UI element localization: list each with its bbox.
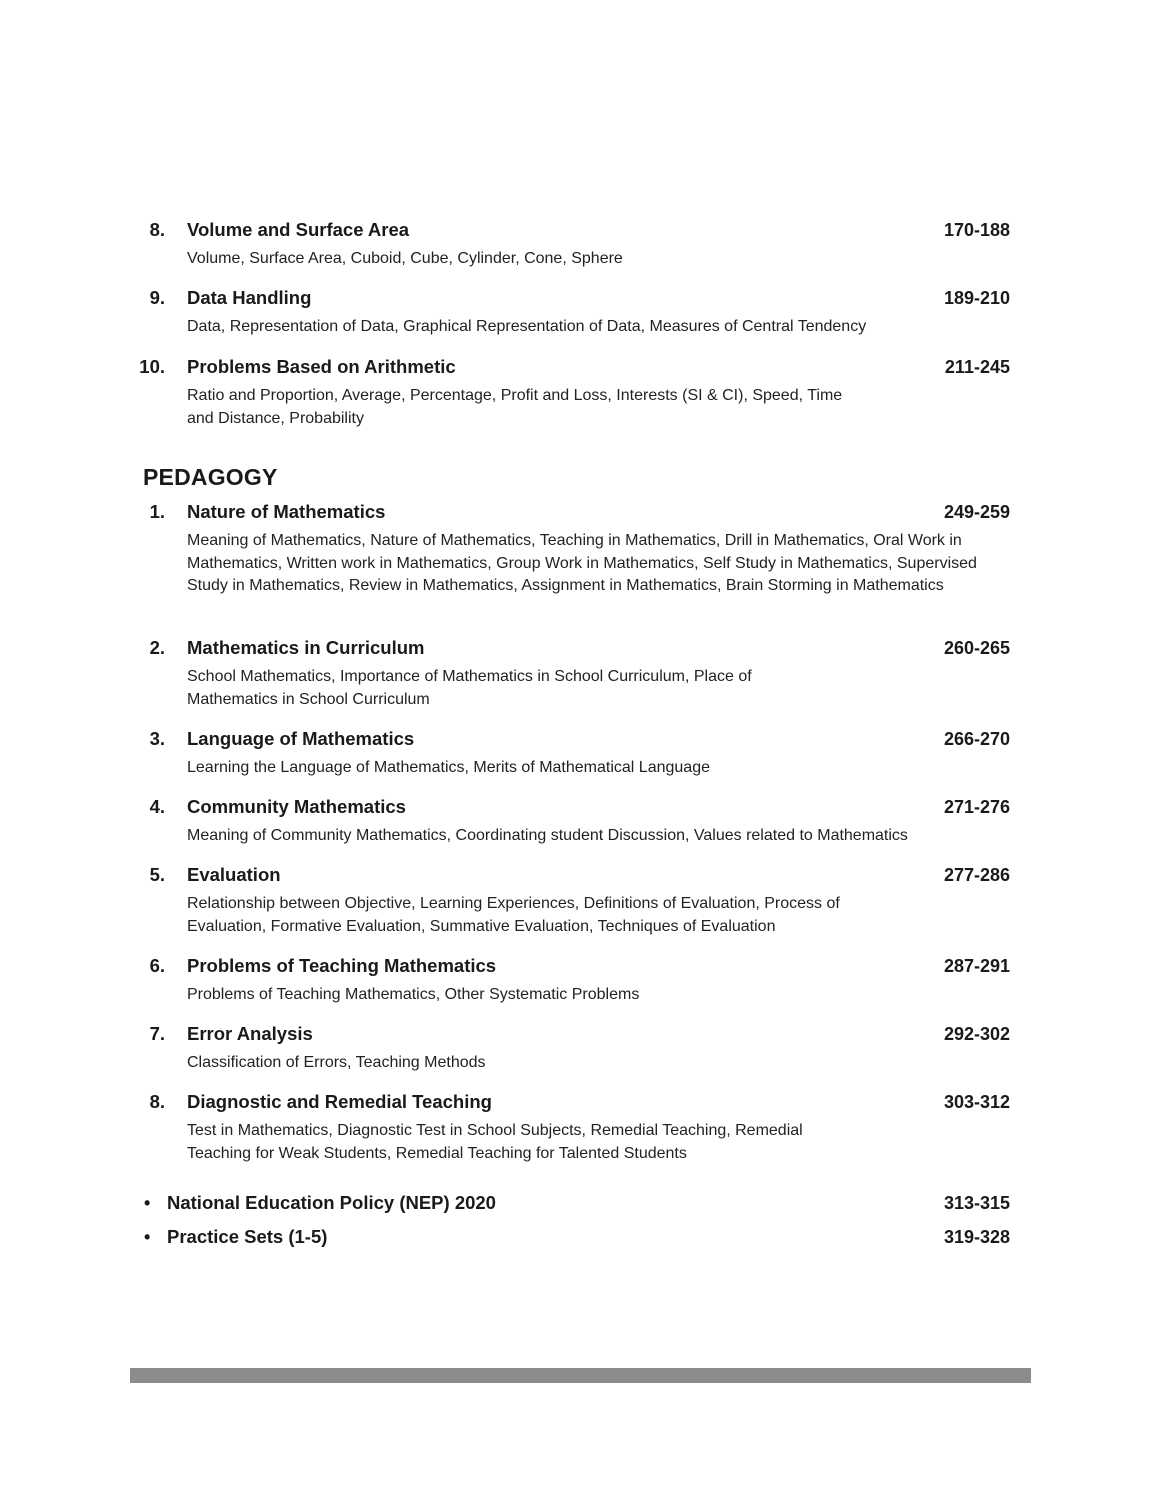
entry-pages: 303-312 bbox=[943, 1092, 1010, 1112]
entry-title: Error Analysis bbox=[187, 1023, 313, 1044]
toc-entry-evaluation[interactable] bbox=[140, 863, 1010, 938]
entry-description: Problems of Teaching Mathematics, Other Systematic Problems bbox=[187, 986, 640, 1003]
entry-pages: 287-291 bbox=[943, 956, 1010, 976]
entry-description: Volume, Surface Area, Cuboid, Cube, Cylinder, Cone, Sphere bbox=[187, 250, 623, 267]
entry-title: Volume and Surface Area bbox=[187, 219, 410, 240]
entry-title: Evaluation bbox=[187, 864, 281, 885]
entry-number: 1. bbox=[149, 501, 165, 522]
toc-entry-nature-of-mathematics[interactable] bbox=[140, 500, 1010, 598]
entry-number: 5. bbox=[149, 864, 165, 885]
entry-title: Data Handling bbox=[187, 287, 312, 308]
toc-entry-volume-surface-area[interactable] bbox=[140, 218, 1010, 271]
entry-pages: 266-270 bbox=[943, 729, 1010, 749]
entry-pages: 249-259 bbox=[943, 502, 1010, 522]
toc-entry-mathematics-in-curriculum[interactable] bbox=[140, 636, 1010, 711]
entry-title: Nature of Mathematics bbox=[187, 501, 386, 522]
entry-title: Problems Based on Arithmetic bbox=[187, 356, 456, 377]
entry-description: Data, Representation of Data, Graphical Representation of Data, Measures of Central Tendency bbox=[187, 318, 867, 335]
entry-number: 9. bbox=[149, 287, 165, 308]
entry-description: Meaning of Mathematics, Nature of Mathematics, Teaching in Mathematics, Drill in Mathematics, Oral Work in Mathematics, Written work in Mathematics, Group Work in Mathematics, Self Study in Mathematics, Supervised Study in Mathematics, Review in Mathematics, Assignment in Mathematics, Brain Storming in Mathematics bbox=[187, 532, 977, 594]
entry-description: Test in Mathematics, Diagnostic Test in School Subjects, Remedial Teaching, Remedial Teaching for Weak Students, Remedial Teaching for Talented Students bbox=[187, 1122, 803, 1162]
entry-description: Ratio and Proportion, Average, Percentage, Profit and Loss, Interests (SI & CI), Speed, Time and Distance, Probability bbox=[187, 387, 843, 427]
entry-number: 2. bbox=[149, 637, 165, 658]
toc-entry-nep-2020[interactable] bbox=[140, 1191, 1010, 1215]
toc-entry-practice-sets[interactable] bbox=[140, 1225, 1010, 1249]
bullet-icon: • bbox=[144, 1193, 151, 1213]
toc-entry-data-handling[interactable] bbox=[140, 286, 1010, 339]
bullet-icon: • bbox=[144, 1227, 151, 1247]
footer-divider-bar bbox=[130, 1368, 1031, 1383]
entry-description: School Mathematics, Importance of Mathematics in School Curriculum, Place of Mathematics in School Curriculum bbox=[187, 668, 752, 708]
entry-number: 8. bbox=[149, 1091, 165, 1112]
entry-pages: 313-315 bbox=[943, 1193, 1010, 1213]
entry-pages: 271-276 bbox=[943, 797, 1010, 817]
entry-title: Community Mathematics bbox=[187, 796, 406, 817]
entry-number: 7. bbox=[149, 1023, 165, 1044]
entry-pages: 292-302 bbox=[943, 1024, 1010, 1044]
entry-pages: 170-188 bbox=[943, 220, 1010, 240]
toc-entry-problems-arithmetic[interactable] bbox=[140, 355, 1010, 430]
entry-number: 10. bbox=[139, 356, 165, 377]
toc-entry-diagnostic-remedial[interactable] bbox=[140, 1090, 1010, 1165]
entry-title: Problems of Teaching Mathematics bbox=[187, 955, 497, 976]
entry-number: 8. bbox=[149, 219, 165, 240]
entry-description: Meaning of Community Mathematics, Coordinating student Discussion, Values related to Mathematics bbox=[187, 827, 908, 844]
entry-title: Practice Sets (1-5) bbox=[167, 1226, 328, 1247]
entry-pages: 260-265 bbox=[943, 638, 1010, 658]
entry-pages: 319-328 bbox=[943, 1227, 1010, 1247]
toc-entry-community-mathematics[interactable] bbox=[140, 795, 1010, 848]
entry-description: Classification of Errors, Teaching Methods bbox=[187, 1054, 486, 1071]
entry-description: Relationship between Objective, Learning Experiences, Definitions of Evaluation, Process of Evaluation, Formative Evaluation, Summative Evaluation, Techniques of Evaluation bbox=[187, 895, 840, 935]
entry-number: 6. bbox=[149, 955, 165, 976]
toc-entry-error-analysis[interactable] bbox=[140, 1022, 1010, 1075]
entry-description: Learning the Language of Mathematics, Merits of Mathematical Language bbox=[187, 759, 710, 776]
entry-title: Diagnostic and Remedial Teaching bbox=[187, 1091, 492, 1112]
entry-number: 3. bbox=[149, 728, 165, 749]
entry-pages: 189-210 bbox=[943, 288, 1010, 308]
toc-entry-problems-of-teaching[interactable] bbox=[140, 954, 1010, 1007]
entry-number: 4. bbox=[149, 796, 165, 817]
section-heading-pedagogy: PEDAGOGY bbox=[143, 464, 278, 490]
entry-pages: 211-245 bbox=[944, 357, 1010, 377]
toc-entry-language-of-mathematics[interactable] bbox=[140, 727, 1010, 780]
entry-pages: 277-286 bbox=[943, 865, 1010, 885]
entry-title: Mathematics in Curriculum bbox=[187, 637, 425, 658]
entry-title: Language of Mathematics bbox=[187, 728, 415, 749]
entry-title: National Education Policy (NEP) 2020 bbox=[167, 1192, 496, 1213]
